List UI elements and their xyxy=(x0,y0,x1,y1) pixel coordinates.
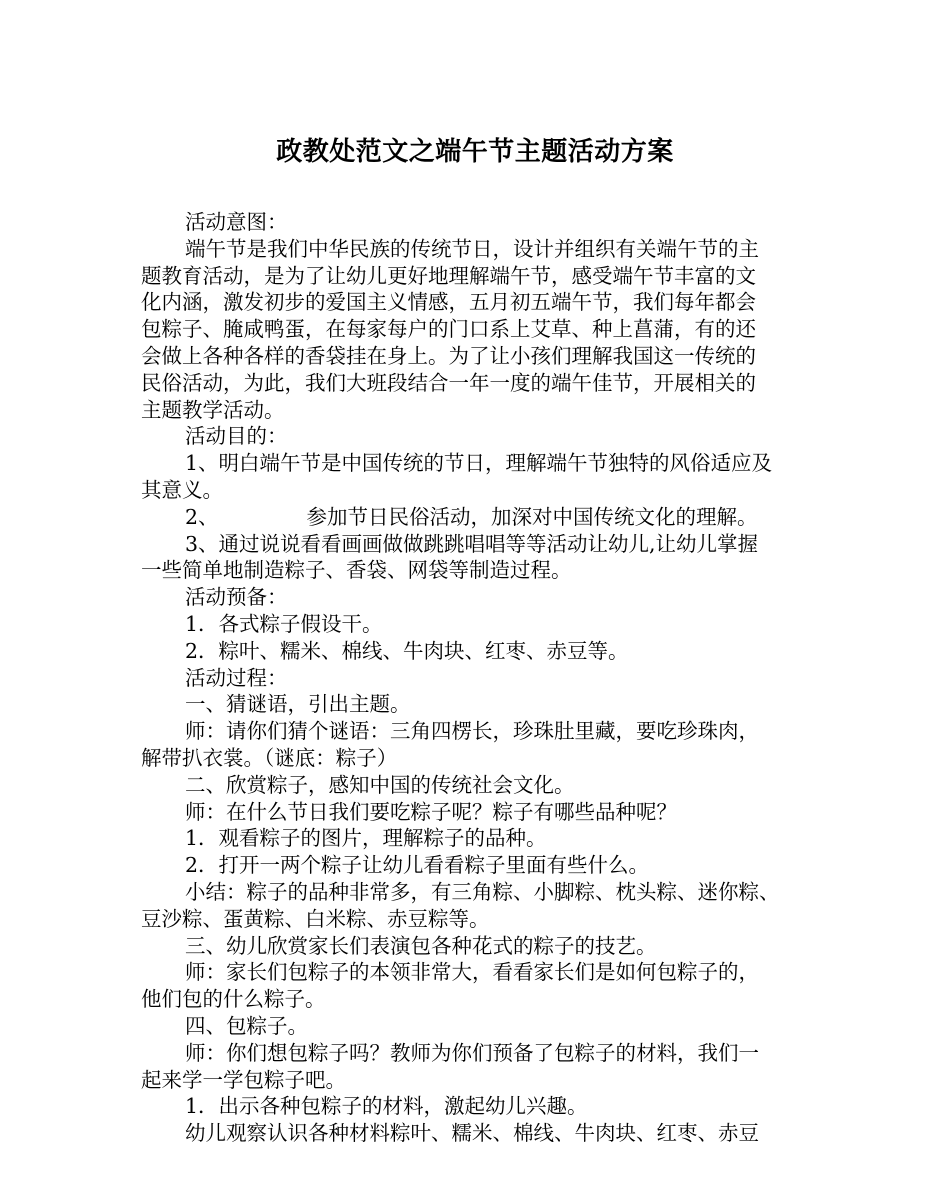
text-line: 一、猜谜语，引出主题。 xyxy=(185,692,411,717)
text-line: 化内涵，激发初步的爱国主义情感，五月初五端午节，我们每年都会 xyxy=(141,290,756,315)
text-line: 师：请你们猜个谜语：三角四楞长，珍珠肚里藏，要吃珍珠肉， xyxy=(185,719,759,744)
document-body xyxy=(141,209,821,1147)
text-line: 其意义。 xyxy=(141,477,223,502)
text-line: 端午节是我们中华民族的传统节日，设计并组织有关端午节的主 xyxy=(185,236,759,261)
text-line: 解带扒衣裳。（谜底：粽子） xyxy=(141,745,398,770)
document-title: 政教处范文之端午节主题活动方案 xyxy=(276,137,674,167)
text-line: 1．观看粽子的图片，理解粽子的品种。 xyxy=(185,826,547,851)
section-heading: 活动目的： xyxy=(185,424,288,449)
text-line: 活动意图： xyxy=(185,210,288,234)
section-heading: 活动预备： xyxy=(185,585,288,610)
text-line xyxy=(141,504,821,531)
text-line: 师：家长们包粽子的本领非常大，看看家长们是如何包粽子的， xyxy=(185,960,759,985)
text-line: 1．各式粽子假设干。 xyxy=(185,611,383,636)
text-line: 包粽子、腌咸鸭蛋，在每家每户的门口系上艾草、种上菖蒲，有的还 xyxy=(141,317,756,342)
section-heading: 活动过程： xyxy=(185,665,288,690)
text-line: 民俗活动，为此，我们大班段结合一年一度的端午佳节，开展相关的 xyxy=(141,370,756,395)
text-line: 他们包的什么粽子。 xyxy=(141,987,326,1012)
text-line: 2．打开一两个粽子让幼儿看看粽子里面有些什么。 xyxy=(185,853,650,878)
text-line: 幼儿观察认识各种材料粽叶、糯米、棉线、牛肉块、红枣、赤豆 xyxy=(185,1121,759,1146)
text-line: 主题教学活动。 xyxy=(141,397,285,422)
text-line: 2．粽叶、糯米、棉线、牛肉块、红枣、赤豆等。 xyxy=(185,638,629,663)
text-line: 四、包粽子。 xyxy=(185,1013,308,1038)
text-line: 师：在什么节日我们要吃粽子呢？粽子有哪些品种呢？ xyxy=(185,799,677,824)
text-line: 1．出示各种包粽子的材料，激起幼儿兴趣。 xyxy=(185,1094,588,1119)
text-line: 题教育活动，是为了让幼儿更好地理解端午节，感受端午节丰富的文 xyxy=(141,263,756,288)
list-number: 2、 xyxy=(185,504,219,529)
text-line: 二、欣赏粽子，感知中国的传统社会文化。 xyxy=(185,772,575,797)
text-line: 会做上各种各样的香袋挂在身上。为了让小孩们理解我国这一传统的 xyxy=(141,343,756,368)
list-text: 参加节日民俗活动，加深对中国传统文化的理解。 xyxy=(306,504,758,529)
text-line: 3、通过说说看看画画做做跳跳唱唱等等活动让幼儿,让幼儿掌握 xyxy=(185,531,759,556)
text-line: 小结：粽子的品种非常多，有三角粽、小脚粽、枕头粽、迷你粽、 xyxy=(185,879,780,904)
text-line: 豆沙粽、蛋黄粽、白米粽、赤豆粽等。 xyxy=(141,906,490,931)
text-line: 一些简单地制造粽子、香袋、网袋等制造过程。 xyxy=(141,558,572,583)
text-line: 1、明白端午节是中国传统的节日，理解端午节独特的风俗适应及 xyxy=(185,451,773,476)
text-line: 师：你们想包粽子吗？教师为你们预备了包粽子的材料，我们一 xyxy=(185,1040,759,1065)
text-line: 三、幼儿欣赏家长们表演包各种花式的粽子的技艺。 xyxy=(185,933,657,958)
text-line: 起来学一学包粽子吧。 xyxy=(141,1067,346,1092)
